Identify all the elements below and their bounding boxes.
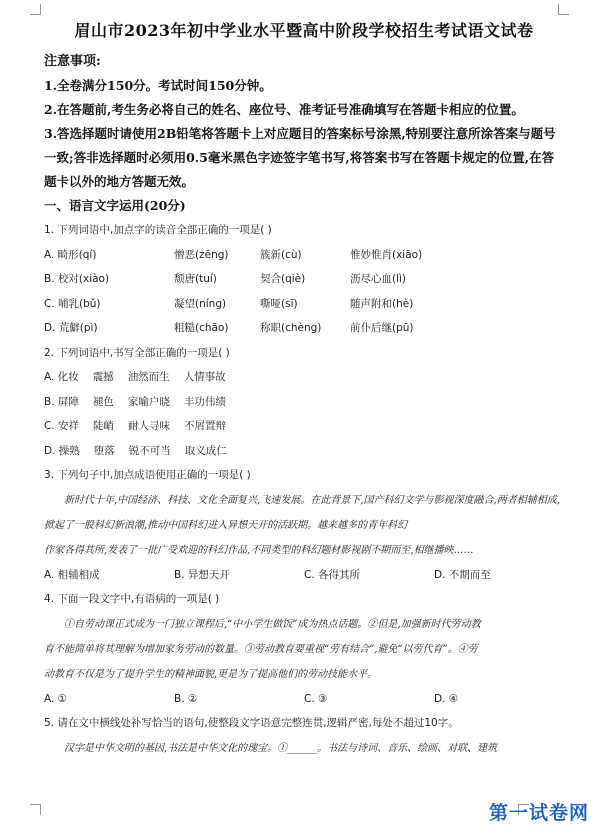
option-cell: 人情事故 — [183, 371, 226, 383]
option-a: A. 相辅相成 — [44, 568, 100, 581]
option-cell: A. 化妆 — [44, 371, 79, 383]
exam-page — [44, 18, 564, 761]
option-cell: 嘶哑(sī) — [260, 297, 298, 310]
question-4-passage-3: 动教育不仅是为了提升学生的精神面貌,更是为了提高他们的劳动技能水平。 — [44, 668, 378, 680]
option-cell: D. 荒僻(pì) — [44, 322, 98, 334]
question-3-stem: 3. 下列句子中,加点成语使用正确的一项是( ) — [44, 469, 251, 481]
option-cell: 锐不可当 — [128, 444, 171, 457]
question-4-passage-2: 育不能简单将其理解为增加家务劳动的数量。③劳动教育要重视“劳有结合”,避免“以劳代育”。④劳 — [44, 643, 478, 655]
question-2-option-b — [44, 390, 564, 415]
option-cell: 家喻户晓 — [127, 395, 170, 408]
option-cell: 震撼 — [92, 371, 114, 383]
crop-mark-bottom-left — [30, 804, 41, 815]
question-2-option-a — [44, 365, 564, 390]
section-heading: 一、语言文字运用(20分) — [44, 198, 186, 213]
option-cell: 前仆后继(pū) — [350, 322, 414, 334]
notice-item-3: 3.答选择题时请使用2B铅笔将答题卡上对应题目的答案标号涂黑,特别要注意所涂答案与题号一致;答非选择题时必须用0.5毫米黑色字迹签字笔书写,将答案书写在答题卡规定的位置,在答题卡以外的地方答题无效。 — [44, 126, 556, 189]
question-1-option-a — [44, 243, 564, 268]
crop-mark-top-left — [30, 4, 41, 15]
option-cell: 凝望(níng) — [174, 297, 227, 310]
question-3-passage-2: 作家各得其所,发表了一批广受欢迎的科幻作品,不同类型的科幻题材影视剧不期而至,相继播映…… — [44, 544, 474, 556]
option-cell: 耐人寻味 — [128, 420, 171, 432]
option-cell: 惟妙惟肖(xiāo) — [350, 248, 423, 261]
option-cell: 沥尽心血(lì) — [350, 273, 407, 285]
option-cell: 褪色 — [92, 395, 114, 408]
notice-heading: 注意事项: — [44, 54, 101, 69]
question-3-passage-1: 新时代十年,中国经济、科技、文化全面复兴,飞速发展。在此背景下,国产科幻文学与影视深度融合,两者相辅相成,掀起了一股科幻新浪潮,推动中国科幻进入异想天开的活跃期。越来越多的青年科幻 — [44, 494, 560, 531]
option-cell: 随声附和(hè) — [350, 297, 414, 310]
crop-mark-top-right — [558, 4, 569, 15]
option-b: B. 异想天开 — [174, 568, 230, 581]
option-c: C. 各得其所 — [304, 568, 361, 581]
question-2-option-d — [44, 439, 564, 464]
option-cell: 取义成仁 — [184, 444, 227, 457]
option-cell: 粗糙(chāo) — [174, 322, 229, 334]
question-5-passage: 汉字是中华文明的基因,书法是中华文化的瑰宝。①______。书法与诗词、音乐、绘画、对联、建筑 — [64, 742, 498, 754]
notice-item-2: 2.在答题前,考生务必将自己的姓名、座位号、准考证号准确填写在答题卡相应的位置。 — [44, 102, 524, 117]
watermark-logo: 第一试卷网 — [488, 802, 589, 824]
option-c: C. ③ — [304, 692, 328, 705]
option-cell: A. 畸形(qí) — [44, 248, 97, 261]
option-cell: 不屑置辩 — [184, 420, 227, 432]
question-1-option-d — [44, 316, 564, 341]
question-1-stem: 1. 下列词语中,加点字的读音全部正确的一项是( ) — [44, 224, 272, 236]
option-cell: 契合(qiè) — [260, 273, 306, 285]
option-d: D. 不期而至 — [434, 568, 491, 581]
option-cell: 丰功伟绩 — [183, 395, 226, 408]
option-cell: C. 安祥 — [44, 420, 80, 432]
notice-item-1: 1.全卷满分150分。考试时间150分钟。 — [44, 78, 272, 93]
option-b: B. ② — [174, 692, 198, 705]
option-d: D. ④ — [434, 692, 459, 705]
question-2-stem: 2. 下列词语中,书写全部正确的一项是( ) — [44, 346, 230, 359]
option-cell: 堕落 — [93, 444, 115, 457]
option-a: A. ① — [44, 692, 68, 705]
option-cell: B. 屏障 — [44, 395, 79, 408]
option-cell: C. 哺乳(bǔ) — [44, 297, 101, 310]
option-cell: B. 校对(xiào) — [44, 273, 110, 285]
question-1-option-c — [44, 292, 564, 317]
question-4-stem: 4. 下面一段文字中,有语病的一项是( ) — [44, 593, 220, 605]
option-cell: 憎恶(zēng) — [174, 248, 229, 261]
option-cell: 陡峭 — [93, 420, 115, 432]
question-1-option-b — [44, 267, 564, 292]
question-5-stem: 5. 请在文中横线处补写恰当的语句,使整段文字语意完整连贯,逻辑严密,每处不超过10字。 — [44, 717, 459, 729]
exam-title: 眉山市2023年初中学业水平暨高中阶段学校招生考试语文试卷 — [74, 21, 534, 40]
question-4-passage-1: ①自劳动课正式成为一门独立课程后,“中小学生做饭”成为热点话题。②但是,加强新时代劳动教 — [64, 618, 481, 630]
question-2-option-c — [44, 414, 564, 439]
question-3-options — [44, 563, 564, 588]
option-cell: 油然而生 — [127, 371, 170, 383]
option-cell: 簇新(cù) — [260, 248, 302, 261]
option-cell: 颓唐(tuí) — [174, 273, 217, 285]
option-cell: 称职(chèng) — [260, 322, 322, 334]
question-4-options — [44, 687, 564, 712]
option-cell: D. 操熟 — [44, 444, 80, 457]
